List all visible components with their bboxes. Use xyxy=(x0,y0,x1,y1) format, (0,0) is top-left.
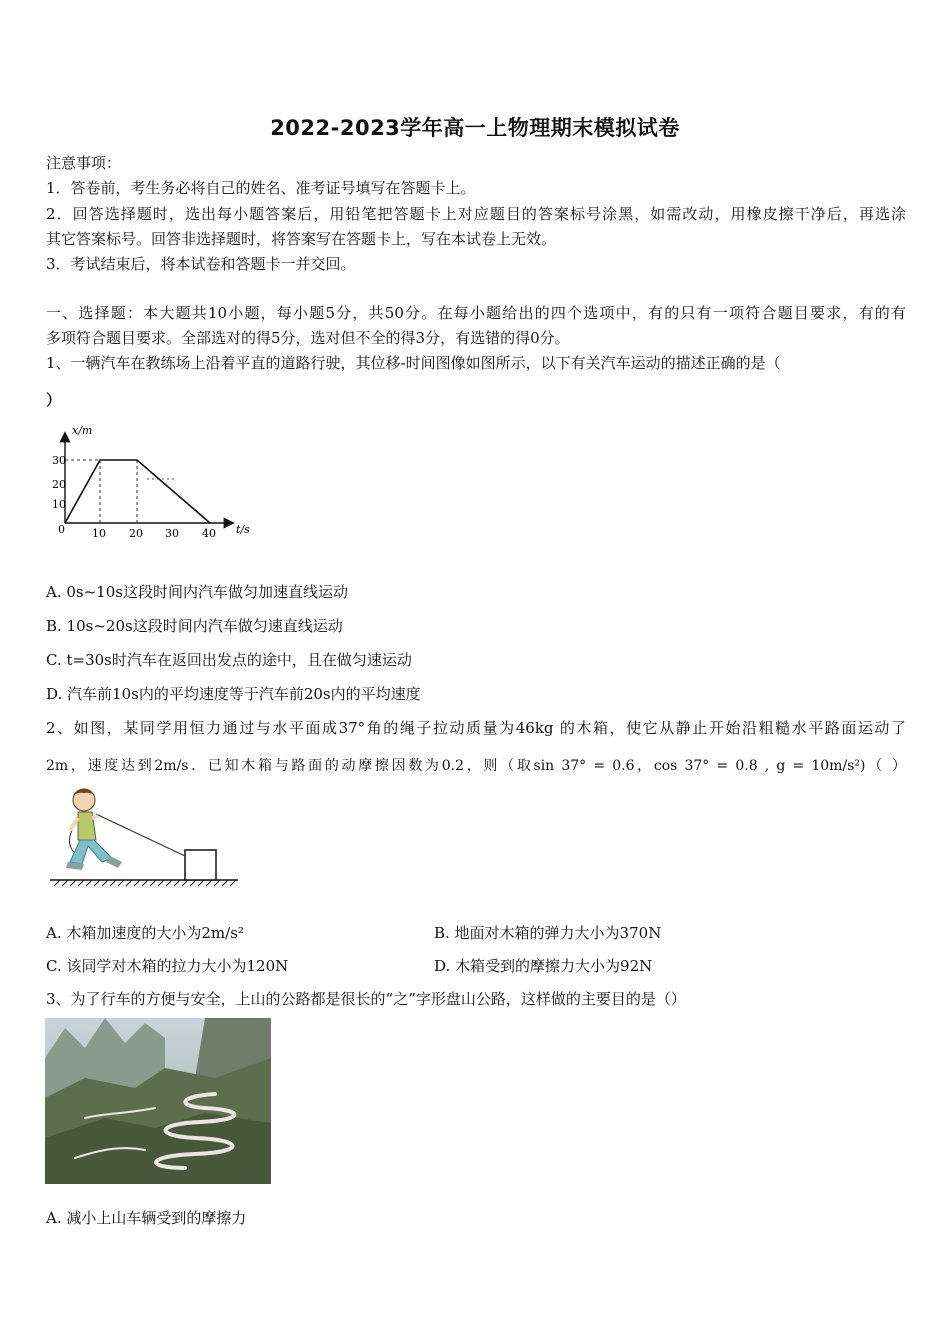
notice-item: 2．回答选择题时，选出每小题答案后，用铅笔把答题卡上对应题目的答案标号涂黑，如需改动，用橡皮擦干净后，再选涂 xyxy=(46,205,906,223)
question-1-stem-close: ） xyxy=(46,391,62,409)
mountain-road-photo xyxy=(45,1018,271,1184)
question-1-option-b: B. 10s~20s这段时间内汽车做匀速直线运动 xyxy=(46,617,343,635)
question-2-option-b: B. 地面对木箱的弹力大小为370N xyxy=(434,924,662,942)
question-2-option-d: D. 木箱受到的摩擦力大小为92N xyxy=(434,957,653,975)
question-1-option-d: D. 汽车前10s内的平均速度等于汽车前20s内的平均速度 xyxy=(46,685,421,703)
question-3-option-a: A. 减小上山车辆受到的摩擦力 xyxy=(46,1209,247,1227)
section-instructions: 一、选择题：本大题共10小题，每小题5分，共50分。在每小题给出的四个选项中，有的只有一项符合题目要求，有的有 xyxy=(46,304,906,322)
x-tick-label: 20 xyxy=(129,527,143,540)
notice-item: 其它答案标号。回答非选择题时，将答案写在答题卡上，写在本试卷上无效。 xyxy=(46,230,557,248)
notice-heading: 注意事项： xyxy=(46,154,122,172)
wooden-box xyxy=(185,850,216,880)
x-axis-label: t/s xyxy=(236,523,250,536)
page-title: 2022-2023学年高一上物理期末模拟试卷 xyxy=(270,116,680,140)
origin-label: 0 xyxy=(58,523,65,536)
question-1-option-c: C. t=30s时汽车在返回出发点的途中，且在做匀速运动 xyxy=(46,651,412,669)
displacement-time-graph xyxy=(52,420,262,545)
question-1-stem: 1、一辆汽车在教练场上沿着平直的道路行驶，其位移-时间图像如图所示，以下有关汽车运动的描述正确的是（ xyxy=(46,354,781,372)
x-tick-label: 30 xyxy=(165,527,179,540)
notice-item: 3．考试结束后，将本试卷和答题卡一并交回。 xyxy=(46,255,356,273)
y-axis-label: x/m xyxy=(72,424,93,437)
x-tick-label: 10 xyxy=(92,527,106,540)
question-2-option-c: C. 该同学对木箱的拉力大小为120N xyxy=(46,957,289,975)
question-2-stem: 2m，速度达到2m/s．已知木箱与路面的动摩擦因数为0.2，则（取sin 37° = 0.6，cos 37° = 0.8 , g = 10m/s²)（ ） xyxy=(46,758,906,774)
y-tick-label: 30 xyxy=(52,454,66,467)
question-3-stem: 3、为了行车的方便与安全，上山的公路都是很长的“之”字形盘山公路，这样做的主要目的是（） xyxy=(46,990,686,1008)
section-instructions: 多项符合题目要求。全部选对的得5分，选对但不全的得3分，有选错的得0分。 xyxy=(46,329,570,347)
person-pulling-box-illustration xyxy=(48,782,240,890)
notice-item: 1．答卷前，考生务必将自己的姓名、准考证号填写在答题卡上。 xyxy=(46,179,476,197)
question-2-stem: 2、如图，某同学用恒力通过与水平面成37°角的绳子拉动质量为46kg 的木箱，使它从静止开始沿粗糙水平路面运动了 xyxy=(46,719,906,737)
question-2-option-a: A. 木箱加速度的大小为2m/s² xyxy=(46,924,244,942)
x-tick-label: 40 xyxy=(202,527,216,540)
y-tick-label: 10 xyxy=(52,498,66,511)
question-1-option-a: A. 0s~10s这段时间内汽车做匀加速直线运动 xyxy=(46,583,348,601)
y-tick-label: 20 xyxy=(52,478,66,491)
